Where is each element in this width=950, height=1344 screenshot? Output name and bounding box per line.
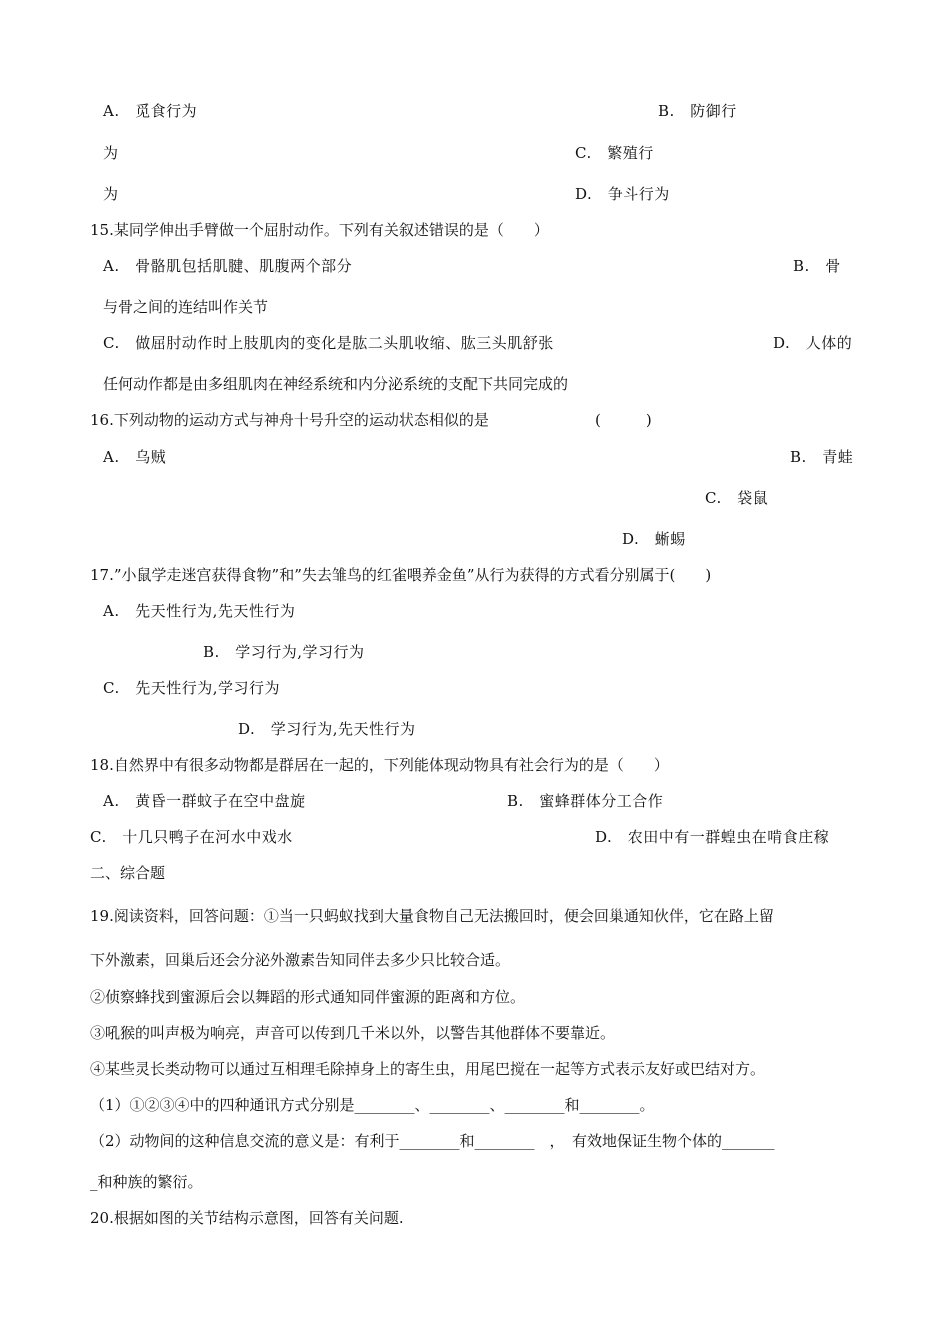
q17-option-c: C. 先天性行为,学习行为 [103, 679, 280, 697]
q19-passage-item3: ③吼猴的叫声极为响亮，声音可以传到几千米以外，以警告其他群体不要靠近。 [90, 1024, 616, 1042]
q20-stem: 20.根据如图的关节结构示意图，回答有关问题. [90, 1209, 404, 1227]
q15-option-d: D. 人体的 [773, 334, 853, 352]
q18-option-a: A. 黄昏一群蚊子在空中盘旋 [103, 792, 306, 810]
q16-option-b: B. 青蛙 [790, 448, 854, 466]
q17-option-d: D. 学习行为,先天性行为 [238, 720, 416, 738]
q15-stem: 15.某同学伸出手臂做一个屈肘动作。下列有关叙述错误的是（ ） [90, 221, 549, 239]
q18-option-d: D. 农田中有一群蝗虫在啃食庄稼 [595, 828, 830, 846]
q18-option-c: C. 十几只鸭子在河水中戏水 [90, 828, 293, 846]
q19-passage-item2: ②侦察蜂找到蜜源后会以舞蹈的形式通知同伴蜜源的距离和方位。 [90, 988, 526, 1006]
q19-passage-line2: 下外激素，回巢后还会分泌外激素告知同伴去多少只比较合适。 [90, 951, 511, 969]
q15-option-b: B. 骨 [793, 257, 841, 275]
section-heading: 二、综合题 [90, 864, 166, 882]
q15-option-a: A. 骨骼肌包括肌腱、肌腹两个部分 [103, 257, 353, 275]
q14-option-b-wrap: 为 [103, 144, 119, 162]
q15-option-b-wrap: 与骨之间的连结叫作关节 [103, 298, 269, 316]
q16-option-c: C. 袋鼠 [705, 489, 769, 507]
q15-option-d-wrap: 任何动作都是由多组肌肉在神经系统和内分泌系统的支配下共同完成的 [103, 375, 569, 393]
q19-subquestion-1: （1）①②③④中的四种通讯方式分别是________、________、________和________。 [90, 1096, 655, 1114]
q15-option-c: C. 做屈肘动作时上肢肌肉的变化是肱二头肌收缩、肱三头肌舒张 [103, 334, 554, 352]
q16-option-d: D. 蜥蜴 [622, 530, 686, 548]
q19-subquestion-2-wrap: _和种族的繁衍。 [90, 1173, 203, 1191]
q16-stem: 16.下列动物的运动方式与神舟十号升空的运动状态相似的是 [90, 411, 489, 429]
q14-option-d: D. 争斗行为 [575, 185, 670, 203]
q14-option-b: B. 防御行 [658, 102, 737, 120]
q19-passage-item4: ④某些灵长类动物可以通过互相理毛除掉身上的寄生虫，用尾巴搅在一起等方式表示友好或巴结对方。 [90, 1060, 766, 1078]
q16-option-a: A. 乌贼 [103, 448, 167, 466]
q14-option-c-wrap: 为 [103, 185, 119, 203]
q16-answer-paren: ( ) [595, 411, 652, 429]
q18-option-b: B. 蜜蜂群体分工合作 [507, 792, 664, 810]
q17-stem: 17.”小鼠学走迷宫获得食物”和”失去雏鸟的红雀喂养金鱼”从行为获得的方式看分别属于( ) [90, 566, 712, 584]
q17-option-a: A. 先天性行为,先天性行为 [103, 602, 296, 620]
q19-subquestion-2: （2）动物间的这种信息交流的意义是：有利于________和________ ， 有效地保证生物个体的_______ [90, 1132, 775, 1150]
q17-option-b: B. 学习行为,学习行为 [203, 643, 365, 661]
q18-stem: 18.自然界中有很多动物都是群居在一起的，下列能体现动物具有社会行为的是（ ） [90, 756, 669, 774]
q14-option-c: C. 繁殖行 [575, 144, 654, 162]
q19-passage-line1: 19.阅读资料，回答问题：①当一只蚂蚁找到大量食物自己无法搬回时，便会回巢通知伙伴，它在路上留 [90, 907, 774, 925]
q14-option-a: A. 觅食行为 [103, 102, 198, 120]
